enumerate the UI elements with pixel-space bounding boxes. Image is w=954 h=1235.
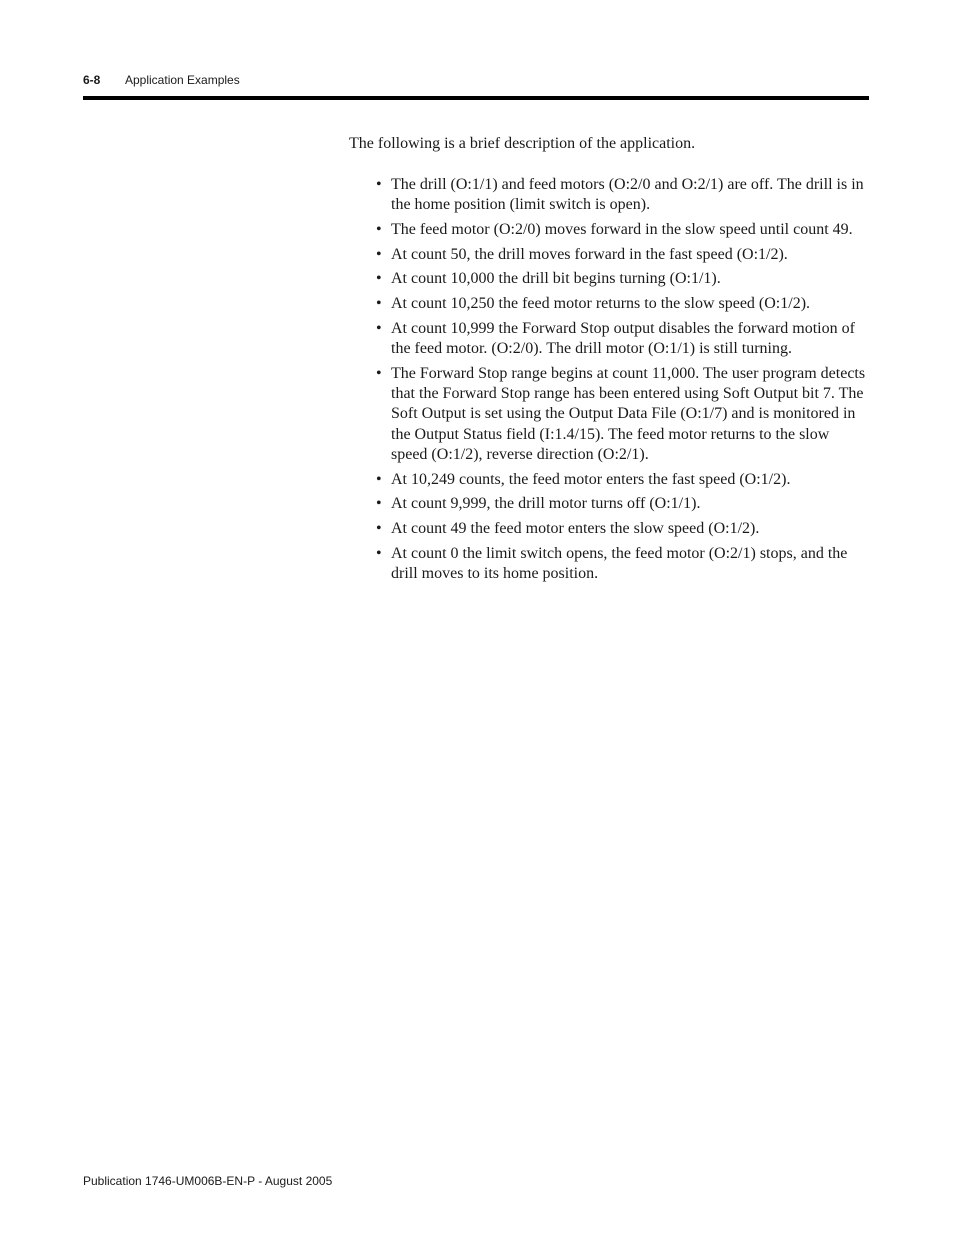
list-item-text: At count 10,250 the feed motor returns to the slow speed (O:1/2). [391, 295, 811, 313]
list-item-text: At count 10,999 the Forward Stop output disables the forward motion of the feed motor. (O:2/0). The drill motor (O:1/1) is still turning. [391, 319, 855, 358]
list-item [376, 269, 868, 289]
list-item [376, 294, 868, 314]
list-item [376, 220, 868, 240]
list-item-text: At count 0 the limit switch opens, the feed motor (O:2/1) stops, and the drill moves to its home position. [391, 544, 848, 582]
list-item-text: At count 49 the feed motor enters the slow speed (O:1/2). [391, 519, 760, 537]
bullet-icon: • [376, 544, 382, 562]
list-item-text: At count 50, the drill moves forward in the fast speed (O:1/2). [391, 245, 788, 263]
bullet-icon: • [376, 519, 382, 537]
list-item [376, 175, 868, 216]
header-rule [83, 96, 869, 100]
bullet-icon: • [376, 220, 382, 238]
list-item [376, 245, 868, 265]
bullet-icon: • [376, 270, 382, 288]
intro-paragraph: The following is a brief description of the application. [349, 135, 696, 152]
bullet-icon: • [376, 245, 382, 263]
list-item-text: At count 9,999, the drill motor turns off (O:1/1). [391, 495, 701, 513]
bullet-icon: • [376, 176, 382, 193]
page-footer: Publication 1746-UM006B-EN-P - August 2005 [83, 1174, 333, 1188]
list-item-text: The feed motor (O:2/0) moves forward in the slow speed until count 49. [391, 220, 853, 238]
section-title: Application Examples [125, 73, 240, 87]
bullet-icon: • [376, 319, 382, 337]
list-item [376, 494, 868, 514]
list-item-text: At count 10,000 the drill bit begins turning (O:1/1). [391, 270, 721, 288]
list-item [376, 544, 868, 585]
bullet-icon: • [376, 470, 382, 488]
page-header [83, 73, 869, 91]
list-item [376, 519, 868, 539]
bullet-icon: • [376, 295, 382, 313]
list-item-text: At 10,249 counts, the feed motor enters the fast speed (O:1/2). [391, 470, 791, 488]
page-number: 6-8 [83, 73, 101, 87]
list-item [376, 470, 868, 490]
bullet-list [376, 175, 868, 589]
list-item [376, 364, 868, 465]
list-item [376, 319, 868, 360]
bullet-icon: • [376, 364, 382, 382]
bullet-icon: • [376, 495, 382, 513]
list-item-text: The Forward Stop range begins at count 11,000. The user program detects that the Forward Stop range has been entered using Soft Output bit 7. The Soft Output is set using the Output Data File (O:1/7) and is monitored in the Output Status field (I:1.4/15). The feed motor returns to the slow speed (O:1/2), reverse direction (O:2/1). [391, 364, 866, 463]
list-item-text: The drill (O:1/1) and feed motors (O:2/0 and O:2/1) are off. The drill is in the home position (limit switch is open). [391, 176, 864, 214]
